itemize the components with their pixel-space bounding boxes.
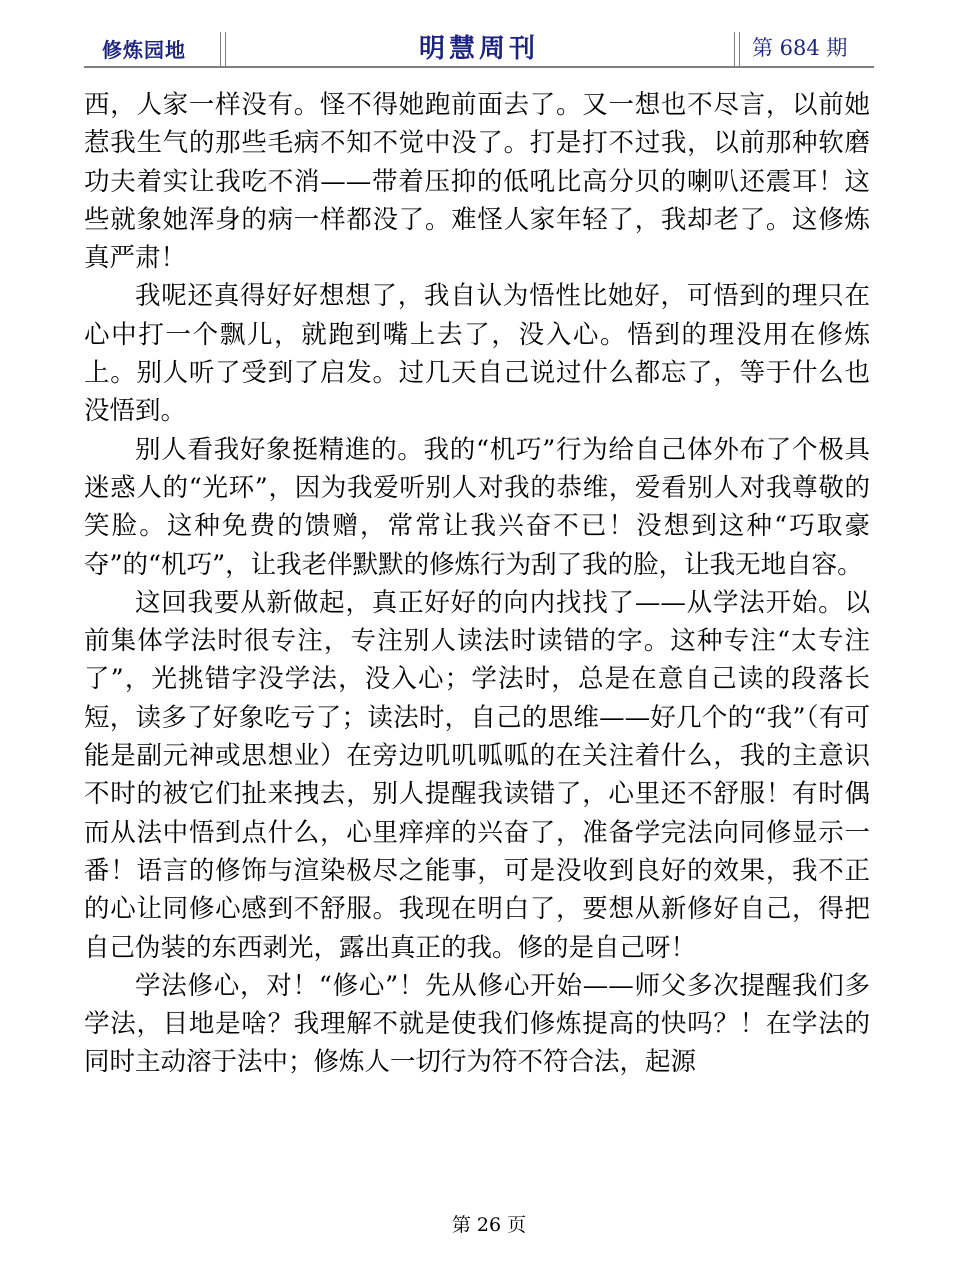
paragraph: 学法修心，对！“修心”！先从修心开始——师父多次提醒我们多学法，目地是啥？我理解不就是使我们修炼提高的快吗？！在学法的同时主动溶于法中；修炼人一切行为符不符合法，起源 xyxy=(84,970,870,1078)
issue-number: 第 684 期 xyxy=(752,36,848,60)
article-body xyxy=(84,86,870,1082)
paragraph: 西，人家一样没有。怪不得她跑前面去了。又一想也不尽言，以前她惹我生气的那些毛病不知不觉中没了。打是打不过我，以前那种软磨功夫着实让我吃不消——带着压抑的低吼比高分贝的喇叭还震耳！这些就象她浑身的病一样都没了。难怪人家年轻了，我却老了。这修炼真严肃！ xyxy=(84,90,870,274)
paragraph: 这回我要从新做起，真正好好的向内找找了——从学法开始。以前集体学法时很专注，专注别人读法时读错的字。这种专注“太专注了”，光挑错字没学法，没入心；学法时，总是在意自己读的段落长短，读多了好象吃亏了；读法时，自己的思维——好几个的“我”（有可能是副元神或思想业）在旁边叽叽呱呱的在关注着什么，我的主意识不时的被它们扯来拽去，别人提醒我读错了，心里还不舒服！有时偶而从法中悟到点什么，心里痒痒的兴奋了，准备学完法向同修显示一番！语言的修饰与渲染极尽之能事，可是没收到良好的效果，我不正的心让同修心感到不舒服。我现在明白了，要想从新修好自己，得把自己伪装的东西剥光，露出真正的我。修的是自己呀！ xyxy=(84,587,870,963)
section-title: 修炼园地 xyxy=(102,38,186,62)
page-number: 第 26 页 xyxy=(451,1214,527,1236)
paragraph: 别人看我好象挺精進的。我的“机巧”行为给自己体外布了个极具迷惑人的“光环”，因为我爱听别人对我的恭维，爱看别人对我尊敬的笑脸。这种免费的馈赠，常常让我兴奋不已！没想到这种“巧取豪夺”的“机巧”，让我老伴默默的修炼行为刮了我的脸，让我无地自容。 xyxy=(84,434,870,580)
paragraph: 我呢还真得好好想想了，我自认为悟性比她好，可悟到的理只在心中打一个飘儿，就跑到嘴上去了，没入心。悟到的理没用在修炼上。别人听了受到了启发。过几天自己说过什么都忘了，等于什么也没悟到。 xyxy=(84,281,870,427)
page-header xyxy=(84,26,874,68)
publication-title: 明慧周刊 xyxy=(418,34,539,64)
header-divider-right xyxy=(734,32,740,66)
